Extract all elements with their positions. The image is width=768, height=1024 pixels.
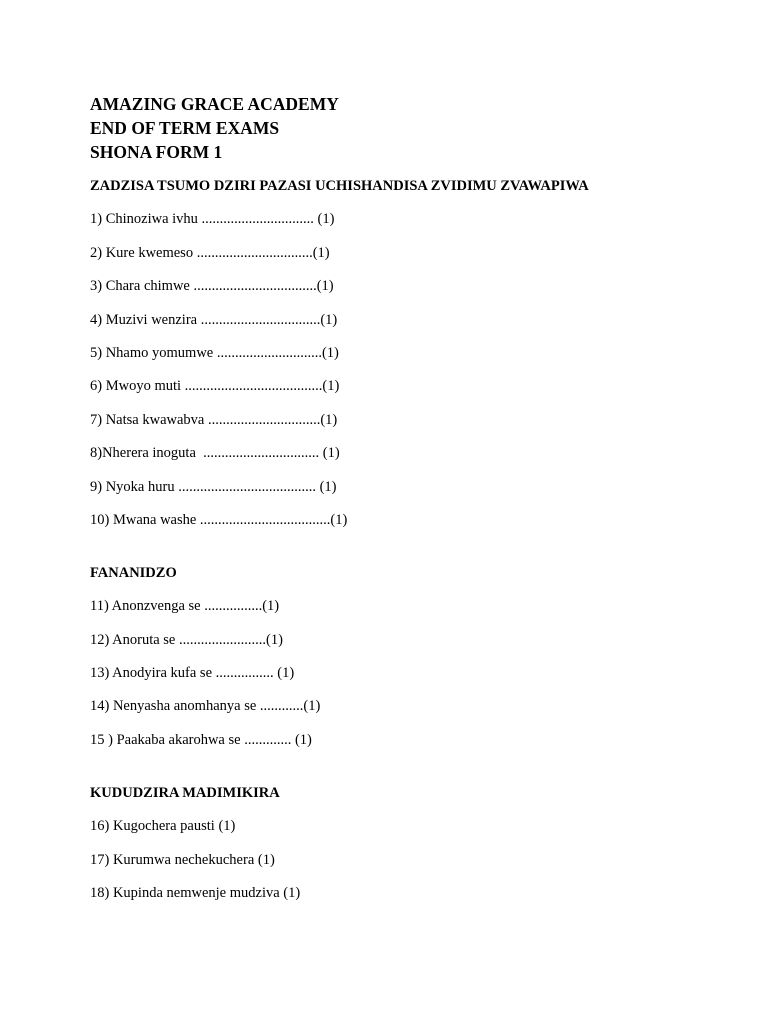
section-divider bbox=[90, 750, 730, 783]
question-item: 17) Kurumwa nechekuchera (1) bbox=[90, 851, 275, 868]
question-item: 2) Kure kwemeso ................................(1) bbox=[90, 244, 330, 261]
question-item: 7) Natsa kwawabva ...............................(1) bbox=[90, 411, 338, 428]
subject-title: SHONA FORM 1 bbox=[90, 142, 223, 162]
section-heading-proverbs: ZADZISA TSUMO DZIRI PAZASI UCHISHANDISA ZVIDIMU ZVAWAPIWA bbox=[90, 178, 589, 194]
question-item: 3) Chara chimwe ..................................(1) bbox=[90, 278, 334, 295]
exam-title: END OF TERM EXAMS bbox=[90, 118, 280, 138]
question-item: 16) Kugochera pausti (1) bbox=[90, 818, 236, 835]
question-item: 8)Nherera inoguta ................................ (1) bbox=[90, 445, 340, 462]
question-item: 15 ) Paakaba akarohwa se ............. (1) bbox=[90, 731, 312, 748]
question-item: 6) Mwoyo muti ......................................(1) bbox=[90, 378, 340, 395]
question-item: 18) Kupinda nemwenje mudziva (1) bbox=[90, 885, 301, 902]
question-item: 13) Anodyira kufa se ................ (1) bbox=[90, 665, 295, 682]
question-item: 4) Muzivi wenzira .................................(1) bbox=[90, 311, 338, 328]
proverbs-question-list bbox=[90, 209, 730, 530]
question-item: 9) Nyoka huru ...................................... (1) bbox=[90, 478, 337, 495]
question-item: 14) Nenyasha anomhanya se ............(1) bbox=[90, 698, 321, 715]
school-name: AMAZING GRACE ACADEMY bbox=[90, 94, 339, 114]
similes-question-list bbox=[90, 596, 730, 750]
question-item: 12) Anoruta se ........................(1) bbox=[90, 631, 283, 648]
section-heading-similes: FANANIDZO bbox=[90, 564, 177, 581]
idioms-question-list bbox=[90, 816, 730, 903]
section-heading-idioms: KUDUDZIRA MADIMIKIRA bbox=[90, 784, 280, 801]
question-item: 10) Mwana washe ....................................(1) bbox=[90, 511, 348, 528]
exam-page bbox=[90, 92, 730, 903]
question-item: 1) Chinoziwa ivhu ............................... (1) bbox=[90, 211, 335, 228]
question-item: 11) Anonzvenga se ................(1) bbox=[90, 598, 280, 615]
question-item: 5) Nhamo yomumwe .............................(1) bbox=[90, 344, 339, 361]
exam-header bbox=[90, 92, 730, 164]
section-divider bbox=[90, 530, 730, 563]
